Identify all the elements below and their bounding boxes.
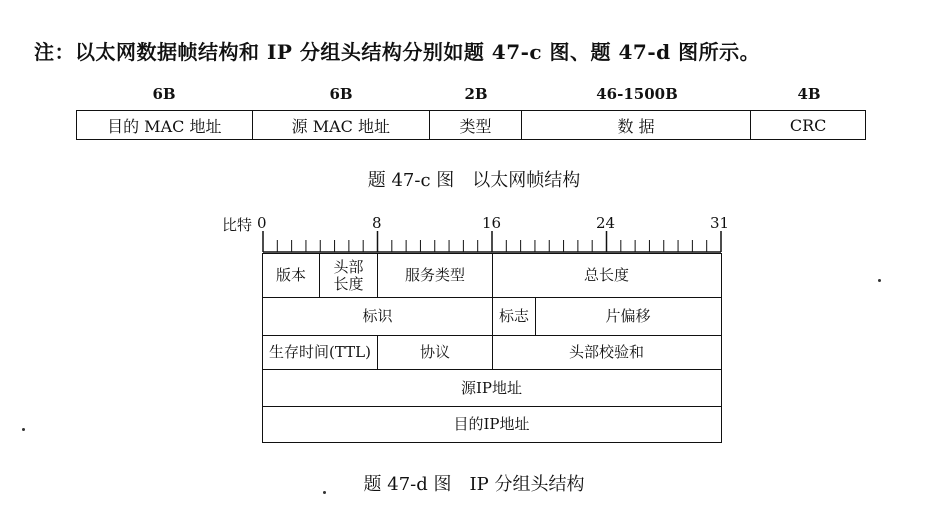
field-fragment-offset: 片偏移 xyxy=(605,307,651,325)
field-type: 类型 xyxy=(430,111,522,139)
ethernet-size-row xyxy=(76,85,866,107)
field-data: 数 据 xyxy=(522,111,751,139)
field-identification: 标识 xyxy=(263,298,493,335)
ip-row-5 xyxy=(263,407,721,441)
bit-mark-31: 31 xyxy=(710,214,730,232)
field-flags: 标志 xyxy=(493,298,536,335)
ethernet-frame xyxy=(76,110,866,140)
ip-row-2 xyxy=(263,298,721,336)
scan-speck xyxy=(22,428,25,431)
field-total-length: 总长度 xyxy=(583,266,629,284)
field-dest-mac: 目的 MAC 地址 xyxy=(77,111,253,139)
bit-label: 比特 xyxy=(222,216,253,234)
size-data: 46-1500B xyxy=(596,85,678,103)
field-header-length: 头部 长度 xyxy=(320,254,378,297)
field-protocol: 协议 xyxy=(378,336,493,369)
field-tos: 服务类型 xyxy=(378,254,493,297)
note-prefix: 注： xyxy=(34,40,75,64)
ip-row-3 xyxy=(263,336,721,370)
field-src-ip: 源IP地址 xyxy=(460,378,523,397)
bit-ruler xyxy=(262,231,722,253)
field-checksum: 头部校验和 xyxy=(568,343,644,361)
bit-mark-24: 24 xyxy=(596,214,616,232)
bit-mark-0: 0 xyxy=(257,214,267,232)
size-crc: 4B xyxy=(797,85,821,103)
size-src-mac: 6B xyxy=(329,85,353,103)
size-dest-mac: 6B xyxy=(152,85,176,103)
note-line xyxy=(34,36,760,65)
field-crc: CRC xyxy=(789,115,827,135)
ip-row-4 xyxy=(263,370,721,407)
field-src-mac: 源 MAC 地址 xyxy=(253,111,431,139)
ethernet-caption: 题 47-c 图 以太网帧结构 xyxy=(367,170,581,191)
field-dst-ip: 目的IP地址 xyxy=(453,414,530,433)
ip-row-1 xyxy=(263,254,721,298)
scan-speck xyxy=(323,491,326,494)
scan-speck xyxy=(878,279,881,282)
field-version: 版本 xyxy=(263,254,320,297)
note-text: 以太网数据帧结构和 IP 分组头结构分别如题 47-c 图、题 47-d 图所示。 xyxy=(75,40,761,64)
ip-caption: 题 47-d 图 IP 分组头结构 xyxy=(363,474,585,495)
bit-mark-16: 16 xyxy=(482,214,502,232)
field-ttl: 生存时间(TTL) xyxy=(263,336,378,369)
ip-header-box xyxy=(262,253,722,443)
bit-mark-8: 8 xyxy=(372,214,382,232)
size-type: 2B xyxy=(464,85,488,103)
